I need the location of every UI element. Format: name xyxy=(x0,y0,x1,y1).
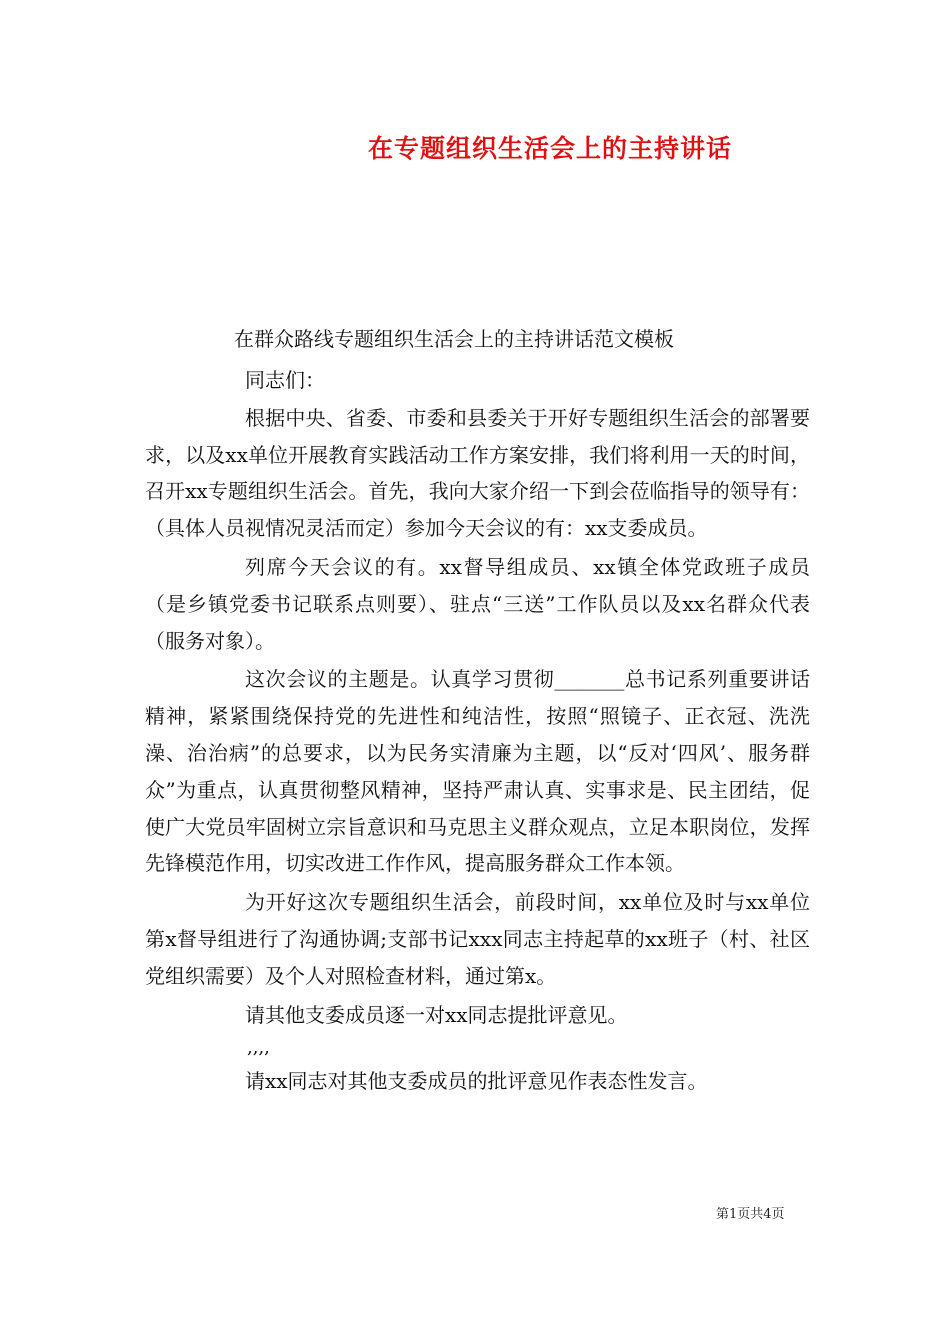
salutation: 同志们： xyxy=(245,368,325,392)
paragraph-3: 这次会议的主题是。认真学习贯彻_______总书记系列重要讲话精神，紧紧围绕保持党的先进性和纯洁性，按照“照镜子、正衣冠、洗洗澡、治治病”的总要求，以为民务实清廉为主题，以“反对‘四风’、服务群众”为重点，认真贯彻整风精神，坚持严肃认真、实事求是、民主团结，促使广大党员牢固树立宗旨意识和马克思主义群众观点，立足本职岗位，发挥先锋模范作用，切实改进工作作风，提高服务群众工作本领。 xyxy=(145,667,810,876)
document-subtitle: 在群众路线专题组织生活会上的主持讲话范文模板 xyxy=(234,327,674,351)
document-title: 在专题组织生活会上的主持讲话 xyxy=(367,134,732,163)
paragraph-2: 列席今天会议的有。xx督导组成员、xx镇全体党政班子成员（是乡镇党委书记联系点则要）、驻点“三送”工作队员以及xx名群众代表（服务对象）。 xyxy=(145,554,810,653)
document-body xyxy=(145,362,810,1100)
response-line: 请xx同志对其他支委成员的批评意见作表态性发言。 xyxy=(245,1069,708,1094)
ellipsis-line: ,,,, xyxy=(247,1037,270,1059)
request-criticism-line: 请其他支委成员逐一对xx同志提批评意见。 xyxy=(245,1002,628,1027)
page-footer: 第1页共4页 xyxy=(716,1207,785,1222)
paragraph-1: 根据中央、省委、市委和县委关于开好专题组织生活会的部署要求，以及xx单位开展教育实践活动工作方案安排，我们将利用一天的时间，召开xx专题组织生活会。首先，我向大家介绍一下到会莅临指导的领导有：（具体人员视情况灵活而定）参加今天会议的有：xx支委成员。 xyxy=(145,405,810,541)
paragraph-4: 为开好这次专题组织生活会，前段时间，xx单位及时与xx单位第x督导组进行了沟通协调;支部书记xxx同志主持起草的xx班子（村、社区党组织需要）及个人对照检查材料，通过第x。 xyxy=(145,890,810,988)
